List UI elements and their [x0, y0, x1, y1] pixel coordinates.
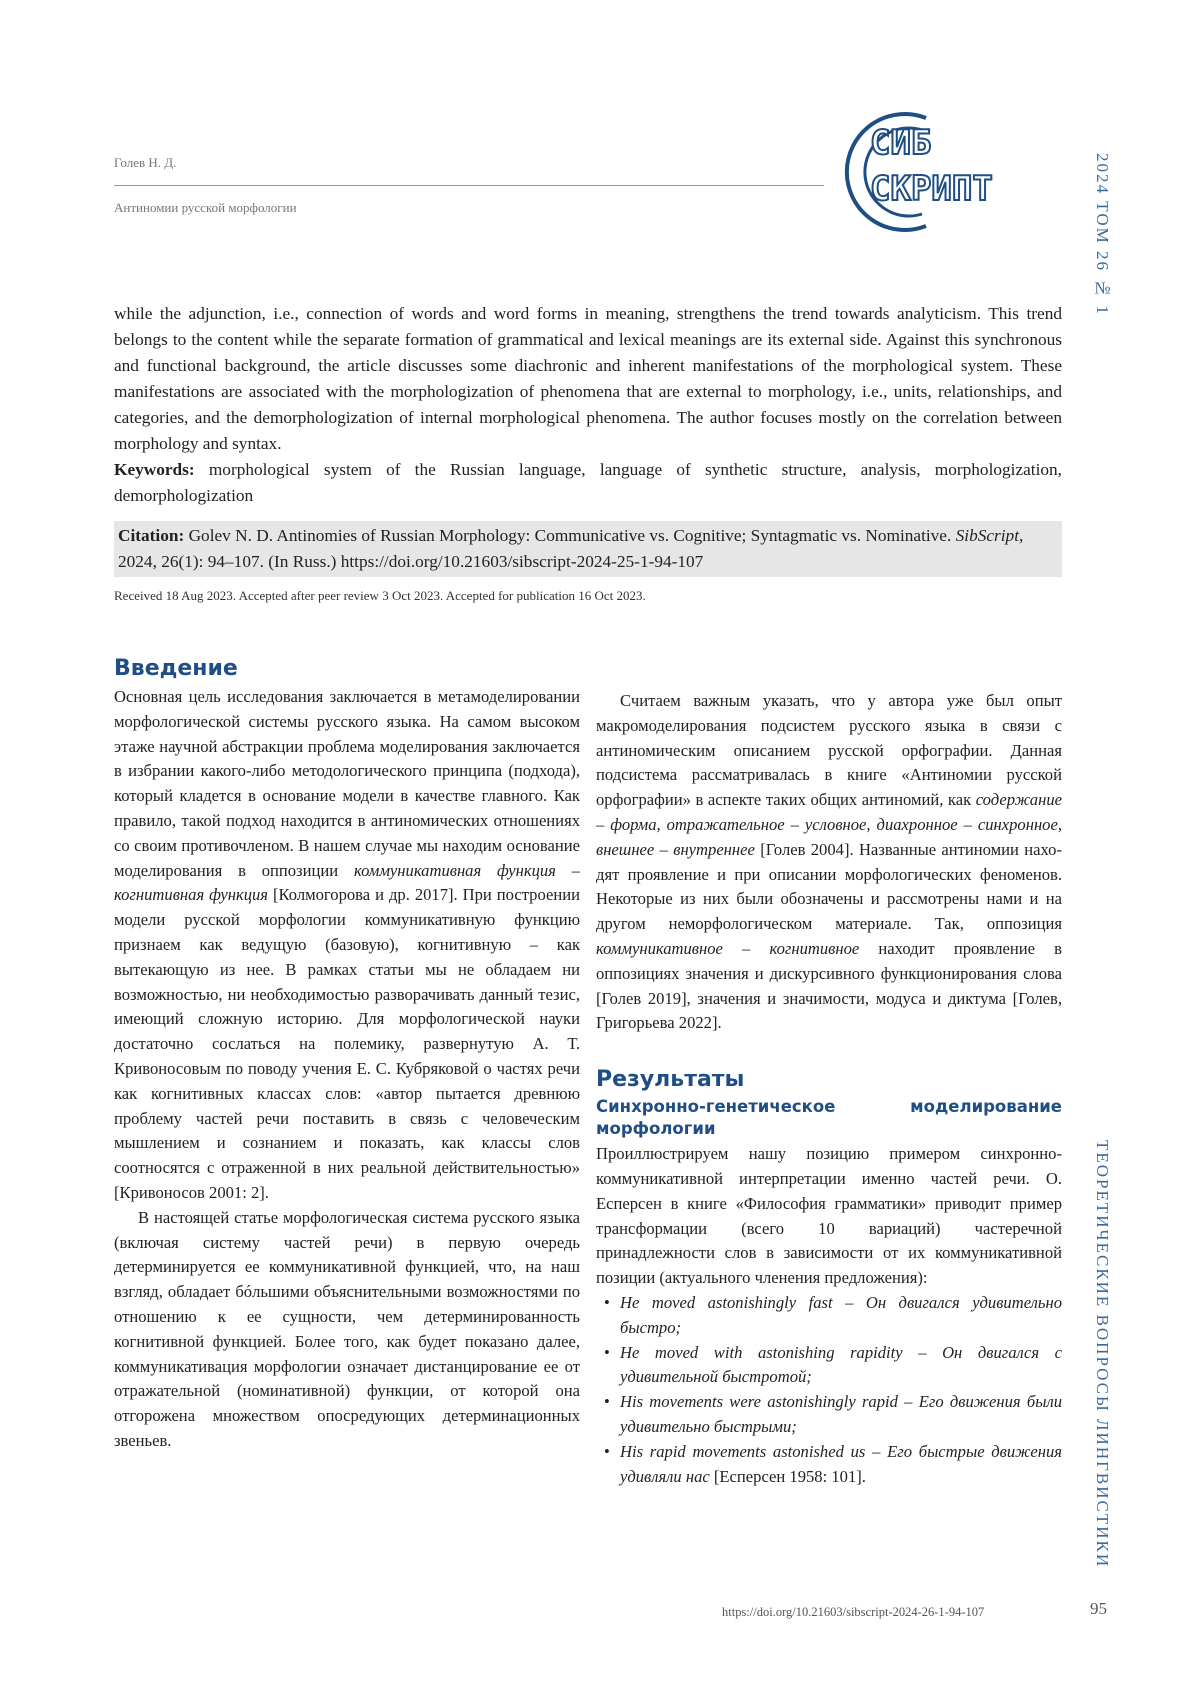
intro-p1-term: коммуникативная функция – когнитивная функция: [114, 860, 581, 905]
results-heading: Результаты: [596, 1067, 745, 1093]
intro-paragraph-1: [114, 685, 580, 1206]
intro-heading: Введение: [114, 656, 238, 681]
journal-logo: [830, 102, 1070, 242]
header-divider: [114, 185, 824, 186]
right-p1-mid: [Голев 2004]. Названные антиномии находят проявление и при описании морфологических феноменов. Некоторые из них были обозначены и рассмотрены нами и на другом неморфологическом материале. Так, оппозиция: [596, 839, 1062, 934]
keywords-label: Keywords:: [114, 460, 195, 479]
intro-paragraph-2: В настоящей статье морфологическая система русского языка (включая систему частей речи) в первую очередь детерминируется ее коммуникативной функцией, что, на наш взгляд, обладает бóльшими объяснительными возможностями по отношению к ее сущности, чем детерминированность когнитивной функцией. Более того, как будет показано далее, коммуникативация морфологии означает дистанцирование ее от отражательной (номинативной) функции, от которой она отгорожена множеством опосредующих детерминационных звеньев.: [114, 1207, 580, 1450]
list-item-last: [620, 1440, 1062, 1490]
section-gap: [596, 1036, 1062, 1066]
list-item: • He moved astonishingly fast – Он двигался удивительно быстро;: [620, 1291, 1062, 1341]
citation-text: Golev N. D. Antinomies of Russian Morphology: Communicative vs. Cognitive; Syntagmatic vs. Nominative.: [188, 526, 952, 545]
list-item: • He moved with astonishing rapidity – Он двигался с удивительной быстротой;: [620, 1341, 1062, 1391]
left-column: [114, 655, 580, 1454]
right-p1-start: Считаем важным указать, что у автора уже был опыт макромоделирования подсистем русского языка в связи с антиномическим описанием русской орфографии. Данная подсистема рассматривалась в книге «Антиномии русской орфографии» в аспекте таких общих антиномий, как: [596, 691, 1062, 810]
keywords-text: morphological system of the Russian language, language of synthetic structure, analysis, morphologization, demorphologization: [114, 460, 1062, 505]
right-p1-terms: содержание – форма, отражательное – условное, диахронное – синхронное, внешнее – внутреннее: [596, 790, 1062, 859]
running-head-title: Антиномии русской морфологии: [114, 200, 297, 215]
side-section-label: ТЕОРЕТИЧЕСКИЕ ВОПРОСЫ ЛИНГВИСТИКИ: [1093, 1140, 1112, 1569]
logo-text-line2: СКРИПТ: [870, 169, 993, 209]
keywords: [114, 457, 1062, 509]
right-p1-term2: коммуникативное – когнитивное: [596, 938, 860, 958]
footer-doi[interactable]: https://doi.org/10.21603/sibscript-2024-26-1-94-107: [722, 1605, 985, 1619]
example-reference: [Есперсен 1958: 101].: [709, 1466, 866, 1486]
page-number: 95: [1090, 1599, 1107, 1618]
side-issue-label: 2024 ТОМ 26 № 1: [1093, 153, 1112, 317]
results-subheading: Синхронно-генетическое моделирование морфологии: [596, 1097, 1062, 1139]
right-column: [596, 689, 1062, 1489]
results-paragraph: Проиллюстрируем нашу позицию примером синхронно-коммуникативной интерпретации именно частей речи. О. Есперсен в книге «Философия грамматики» приводит пример трансформации (всего 10 вариаций) частеречной принадлежности слов в зависимости от их коммуникативной позиции (актуального членения предложения):: [596, 1144, 1062, 1288]
running-head-author: Голев Н. Д.: [114, 155, 177, 170]
abstract: [114, 301, 1062, 509]
citation-box: [114, 521, 1062, 577]
citation-journal: SibScript: [955, 526, 1020, 545]
examples-list: [596, 1291, 1062, 1489]
citation-details[interactable]: , 2024, 26(1): 94–107. (In Russ.) https://doi.org/10.21603/sibscript-2024-25-1-94-107: [118, 526, 1024, 571]
citation-label: Citation:: [118, 526, 185, 545]
received-dates: Received 18 Aug 2023. Accepted after peer review 3 Oct 2023. Accepted for publication 16 Oct 2023.: [114, 588, 646, 603]
right-paragraph-1: [596, 689, 1062, 1036]
intro-p1-start: Основная цель исследования заключается в метамоделировании морфологической системы русского языка. На самом высоком этаже научной абстракции проблема моделирования заключается в избрании какого-либо методологического принципа (подхода), который кладется в основание модели в качестве главного. Как правило, такой подход находится в антиномических отношениях со своим противочленом. В нашем случае мы находим основание моделирования в оппозиции: [114, 687, 580, 880]
list-item: • His movements were astonishingly rapid – Его движения были удивительно быстрыми;: [620, 1390, 1062, 1440]
example-4-text: His rapid movements astonished us – Его быстрые движения удивляли нас: [620, 1441, 1062, 1486]
abstract-text: while the adjunction, i.e., connection of words and word forms in meaning, strengthens the trend towards analyticism. This trend belongs to the content while the separate formation of grammatical and lexical meanings are its external side. Against this synchronous and functional background, the article discusses some diachronic and inherent manifestations of the morphological system. These manifestations are associated with the morphologization of phenomena that are external to morphology, i.e., units, relationships, and categories, and the demorphologization of internal morphological phenomena. The author focuses mostly on the correlation between morphology and syntax.: [114, 304, 1062, 453]
logo-text-line1: СИБ: [870, 123, 932, 163]
intro-p1-end: [Колмогорова и др. 2017]. При построении модели русской морфологии коммуникативную функцию признаем как ведущую (базовую), когнитивную – как вытекающую из нее. В рамках статьи мы не обладаем ни возможностью, ни необходимостью разворачивать данный тезис, имеющий сложную историю. Для морфологической науки достаточно сослаться на полемику, развернутую А. Т. Кривоносовым по поводу учения Е. С. Кубряковой о частях речи как когнитивных классах слов: «автор пытается древнюю проблему частей речи поставить в связь с человеческим мышлением и сознанием и показать, как классы слов соотносятся с отраженной в них реальной действительностью» [Кривоносов 2001: 2].: [114, 885, 580, 1202]
right-p1-end: находит проявление в оппозициях значения и дискурсивного функционирования слова [Голев 2019], значения и значимости, модуса и диктума [Голев, Григорьева 2022].: [596, 938, 1063, 1033]
